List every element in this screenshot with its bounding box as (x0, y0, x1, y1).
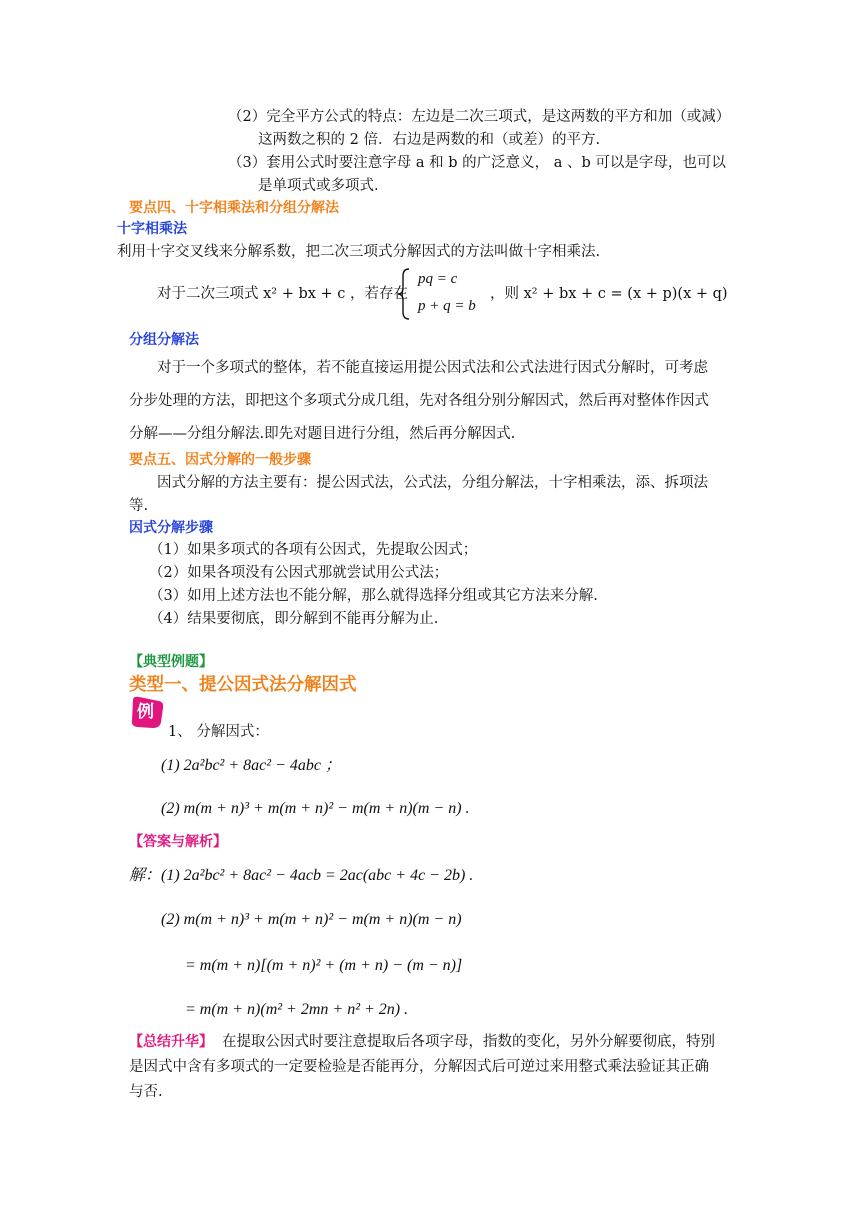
answer-2-line-2: = m(m + n)[(m + n)² + (m + n) − (m − n)] (185, 957, 463, 974)
question-2: (2) m(m + n)³ + m(m + n)² − m(m + n)(m − n) . (161, 800, 470, 817)
group-method-line-2: 分步处理的方法，即把这个多项式分成几组，先对各组分别分解因式，然后再对整体作因式 (129, 393, 709, 409)
summary-label: 【总结升华】 (129, 1034, 213, 1050)
examples-heading: 【典型例题】 (129, 654, 213, 670)
cross-method-title: 十字相乘法 (117, 221, 187, 237)
section-5-heading: 要点五、因式分解的一般步骤 (129, 452, 311, 468)
group-method-line-1: 对于一个多项式的整体，若不能直接运用提公因式法和公式法进行因式分解时，可考虑 (157, 360, 708, 376)
point-2-line-2: 这两数之积的 2 倍．右边是两数的和（或差）的平方. (258, 132, 601, 148)
step-item: （1）如果多项式的各项有公因式，先提取公因式； (149, 542, 478, 558)
point-3-line-2: 是单项式或多项式. (258, 178, 379, 194)
question-label: 1、 分解因式： (168, 724, 269, 740)
step-item: （4）结果要彻底，即分解到不能再分解为止. (149, 611, 439, 627)
answer-2-line-1: (2) m(m + n)³ + m(m + n)² − m(m + n)(m − n) (161, 911, 462, 928)
left-brace (397, 268, 411, 320)
methods-line-1: 因式分解的方法主要有：提公因式法，公式法，分组分解法，十字相乘法，添、拆项法 (157, 475, 708, 491)
cross-method-desc: 利用十字交叉线来分解系数，把二次三项式分解因式的方法叫做十字相乘法. (117, 244, 601, 260)
section-4-heading: 要点四、十字相乘法和分组分解法 (129, 200, 339, 216)
point-2-line-1: （2）完全平方公式的特点：左边是二次三项式，是这两数的平方和加（或减） (228, 109, 731, 125)
question-1: (1) 2a²bc² + 8ac² − 4abc ； (161, 757, 341, 774)
condition-bottom: p + q = b (418, 298, 476, 314)
step-item: （2）如果各项没有公因式那就尝试用公式法； (149, 565, 449, 581)
type-1-heading: 类型一、提公因式法分解因式 (129, 675, 357, 695)
step-item: （3）如用上述方法也不能分解，那么就得选择分组或其它方法来分解. (149, 588, 598, 604)
cross-formula-pre: 对于二次三项式 x² + bx + c ，若存在 (157, 286, 409, 302)
answer-2-line-3: = m(m + n)(m² + 2mn + n² + 2n) . (185, 1001, 409, 1018)
group-method-line-3: 分解——分组分解法.即先对题目进行分组，然后再分解因式. (129, 426, 516, 442)
methods-line-2: 等. (129, 498, 149, 514)
summary-line-2: 是因式中含有多项式的一定要检验是否能再分，分解因式后可逆过来用整式乘法验证其正确 (129, 1059, 709, 1075)
steps-title: 因式分解步骤 (129, 520, 213, 536)
example-badge-text: 例 (137, 702, 154, 722)
answer-1: 解：(1) 2a²bc² + 8ac² − 4acb = 2ac(abc + 4c − 2b) . (129, 867, 474, 884)
cross-formula-post: ，则 x² + bx + c = (x + p)(x + q) (490, 286, 728, 302)
point-3-line-1: （3）套用公式时要注意字母 a 和 b 的广泛意义， a 、b 可以是字母，也可以 (228, 155, 726, 171)
group-method-title: 分组分解法 (129, 332, 199, 348)
condition-top: pq = c (418, 271, 458, 287)
answer-heading: 【答案与解析】 (129, 834, 227, 850)
summary-line-1: 在提取公因式时要注意提取后各项字母，指数的变化，另外分解要彻底，特别 (222, 1034, 715, 1050)
summary-line-3: 与否. (129, 1084, 163, 1100)
